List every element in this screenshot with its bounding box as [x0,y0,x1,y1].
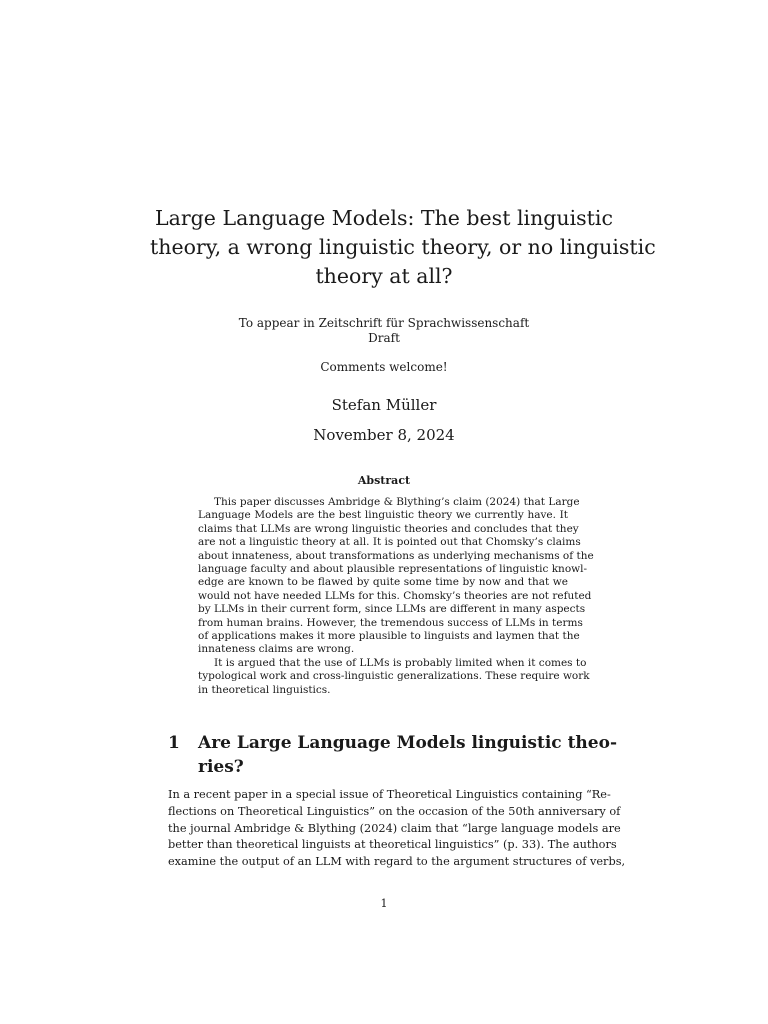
abstract-heading: Abstract [357,474,411,487]
venue-note: To appear in Zeitschrift für Sprachwissenschaft [238,316,530,330]
body-line: flections on Theoretical Linguistics” on the occasion of the 50th anniversary of [168,804,621,818]
body-line: examine the output of an LLM with regard to the argument structures of verbs, [168,855,626,869]
abstract-line: This paper discusses Ambridge & Blything’s claim (2024) that Large [214,496,580,508]
abstract-line: It is argued that the use of LLMs is probably limited when it comes to [214,656,587,669]
draft-label: Draft [368,331,400,345]
abstract-line: from human brains. However, the tremendous success of LLMs in terms [198,616,583,629]
abstract-text [198,496,594,697]
section-number: 1 [168,733,180,753]
abstract-line: are not a linguistic theory at all. It is pointed out that Chomsky’s claims [198,536,581,549]
page-number: 1 [380,897,388,910]
author-name: Stefan Müller [331,396,437,414]
title-line: theory, a wrong linguistic theory, or no linguistic [150,235,656,259]
abstract-line: in theoretical linguistics. [198,683,331,696]
paper-date: November 8, 2024 [313,426,455,444]
abstract-line: Language Models are the best linguistic theory we currently have. It [198,509,568,522]
section-title-line: ries? [198,757,244,777]
section-body [168,787,626,871]
paper-title [150,204,656,291]
body-line: the journal Ambridge & Blything (2024) claim that “large language models are [168,821,621,835]
section-title-line: Are Large Language Models linguistic theo- [198,733,617,753]
abstract-line: would not have needed LLMs for this. Chomsky’s theories are not refuted [198,589,592,602]
abstract-line: by LLMs in their current form, since LLMs are different in many aspects [198,603,586,616]
title-line: Large Language Models: The best linguistic [155,206,613,230]
abstract-line: innateness claims are wrong. [198,643,355,656]
abstract-line: typological work and cross-linguistic generalizations. These require work [198,670,590,683]
section-title [198,731,617,779]
abstract-line: of applications makes it more plausible to linguists and laymen that the [198,630,580,643]
body-line: In a recent paper in a special issue of Theoretical Linguistics containing “Re- [168,788,611,801]
title-line: theory at all? [315,264,453,288]
abstract-line: edge are known to be flawed by quite some time by now and that we [198,576,568,589]
body-line: better than theoretical linguists at theoretical linguistics” (p. 33). The authors [168,838,617,852]
abstract-line: about innateness, about transformations as underlying mechanisms of the [198,549,594,562]
abstract-line: claims that LLMs are wrong linguistic theories and concludes that they [198,522,579,535]
abstract-line: language faculty and about plausible representations of linguistic knowl- [198,563,588,576]
comments-note: Comments welcome! [320,360,448,374]
